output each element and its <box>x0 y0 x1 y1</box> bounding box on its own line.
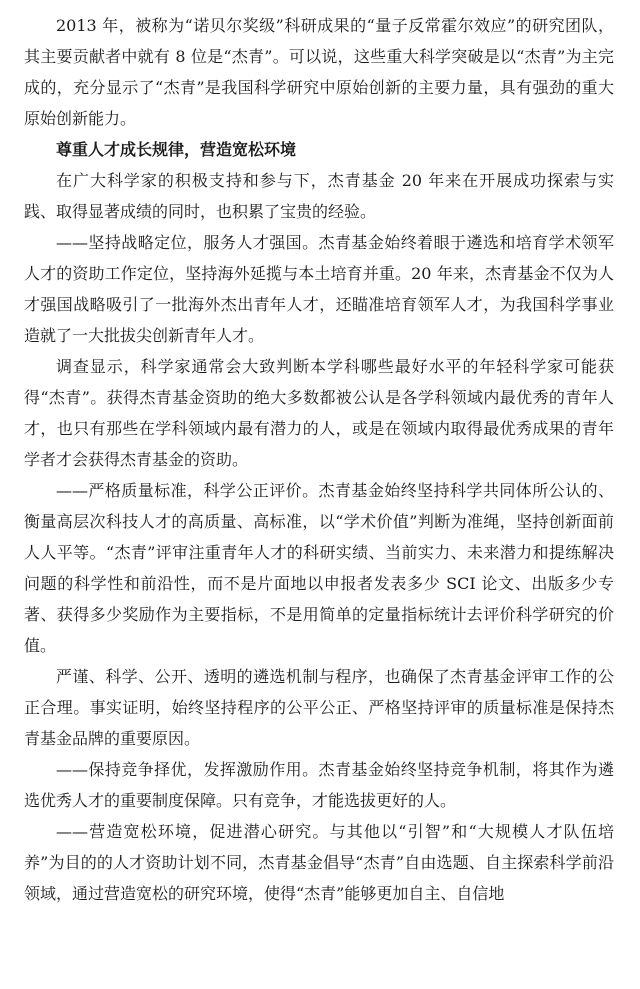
paragraph-quality-standards: ——严格质量标准，科学公正评价。杰青基金始终坚持科学共同体所公认的、衡量高层次科技人才的高质量、高标准，以“学术价值”判断为准绳，坚持创新面前人人平等。“杰青”评审注重青年人才的科研实绩、当前实力、未来潜力和提练解决问题的科学性和前沿性，而不是片面地以申报者发表多少 SCI 论文、出版多少专著、获得多少奖励作为主要指标，不是用简单的定量指标统计去评价科学研究的价值。 <box>24 481 614 655</box>
section-heading: 尊重人才成长规律，营造宽松环境 <box>56 140 297 159</box>
paragraph-strategic-positioning: ——坚持战略定位，服务人才强国。杰青基金始终着眼于遴选和培育学术领军人才的资助工作定位，坚持海外延揽与本土培育并重。20 年来，杰青基金不仅为人才强国战略吸引了一批海外杰出青年人才，还瞄准培育领军人才，为我国科学事业造就了一大批拔尖创新青年人才。 <box>24 233 614 345</box>
paragraph-survey: 调查显示，科学家通常会大致判断本学科哪些最好水平的年轻科学家可能获得“杰青”。获得杰青基金资助的绝大多数都被公认是各学科领域内最优秀的青年人才，也只有那些在学科领域内最有潜力的人，或是在领域内取得最优秀成果的青年学者才会获得杰青基金的资助。 <box>24 357 614 469</box>
paragraph-experience: 在广大科学家的积极支持和参与下，杰青基金 20 年来在开展成功探索与实践、取得显著成绩的同时，也积累了宝贵的经验。 <box>24 171 614 221</box>
paragraph-competition: ——保持竞争择优，发挥激励作用。杰青基金始终坚持竞争机制，将其作为遴选优秀人才的重要制度保障。只有竞争，才能选拔更好的人。 <box>24 760 614 810</box>
paragraph-intro: 2013 年，被称为“诺贝尔奖级”科研成果的“量子反常霍尔效应”的研究团队，其主要贡献者中就有 8 位是“杰青”。可以说，这些重大科学突破是以“杰青”为主完成的，充分显示了“杰青”是我国科学研究中原始创新的主要力量，具有强劲的重大原始创新能力。 <box>24 16 614 128</box>
paragraph-environment: ——营造宽松环境，促进潜心研究。与其他以“引智”和“大规模人才队伍培养”为目的的人才资助计划不同，杰青基金倡导“杰青”自由选题、自主探索科学前沿领域，通过营造宽松的研究环境，使得“杰青”能够更加自主、自信地 <box>24 822 614 903</box>
paragraph-selection-mechanism: 严谨、科学、公开、透明的遴选机制与程序，也确保了杰青基金评审工作的公正合理。事实证明，始终坚持程序的公平公正、严格坚持评审的质量标准是保持杰青基金品牌的重要原因。 <box>24 667 614 748</box>
